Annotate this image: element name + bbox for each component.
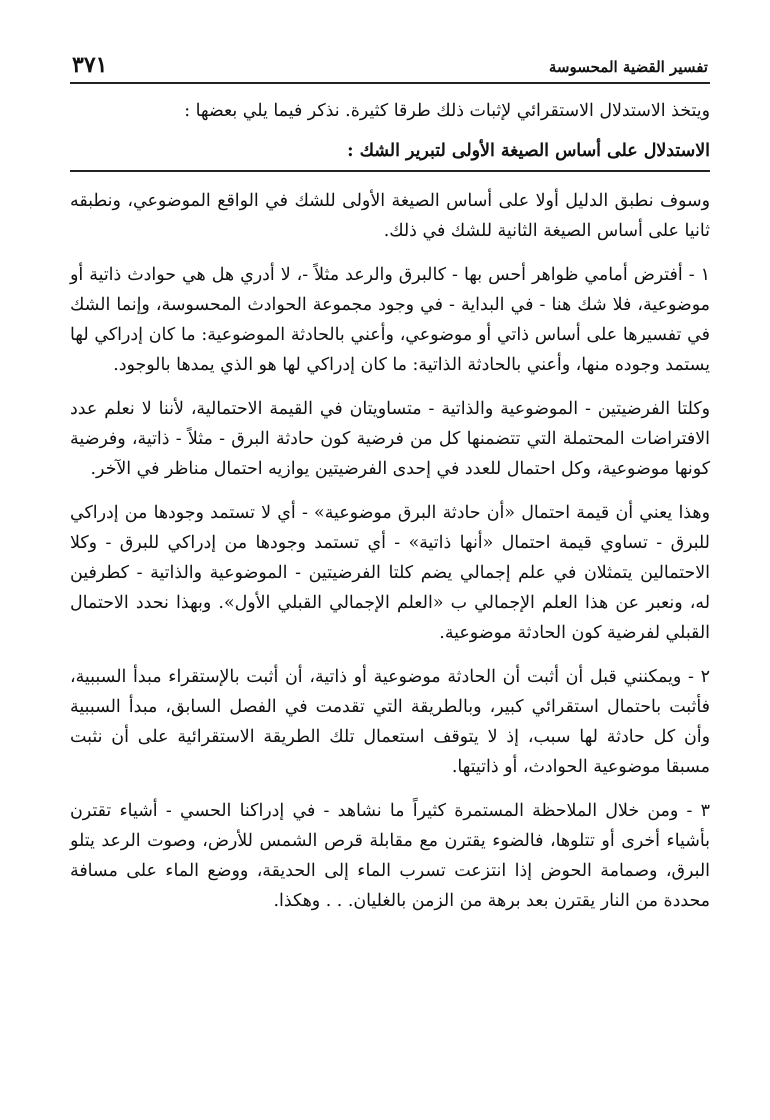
running-title: تفسير القضية المحسوسة — [548, 58, 708, 76]
paragraph-prior-knowledge: وهذا يعني أن قيمة احتمال «أن حادثة البرق موضوعية» - أي لا تستمد وجودها من إدراكي للبرق - تساوي قيمة احتمال «أنها ذاتية» - أي تستمد وجودها من إدراكي للبرق - وكلا الاحتمالين يتمثلان في علم إجمالي يضم كلتا الفرضيتين - الموضوعية والذاتية - كطرفين له، ونعبر عن هذا العلم الإجمالي ب «العلم الإجمالي القبلي الأول». وبهذا نحدد الاحتمال القبلي لفرضية كون الحادثة موضوعية. — [70, 503, 710, 643]
paragraph-point-1: ١ - أفترض أمامي ظواهر أحس بها - كالبرق والرعد مثلاً -، لا أدري هل هي حوادث ذاتية أو موضوعية، فلا شك هنا - في البداية - في وجود مجموعة الحوادث المحسوسة، وإنما الشك في تفسيرها على أساس ذاتي أو موضوعي، وأعني بالحادثة الموضوعية: ما كان إدراكي لها يستمد وجوده منها، وأعني بالحادثة الذاتية: ما كان إدراكي لها هو الذي يمدها بالوجود. — [70, 265, 710, 375]
section-heading: الاستدلال على أساس الصيغة الأولى لتبرير الشك : — [70, 136, 710, 172]
paragraph-point-2: ٢ - ويمكنني قبل أن أثبت أن الحادثة موضوعية أو ذاتية، أن أثبت بالإستقراء مبدأ السببية، فأثبت باحتمال استقرائي كبير، وبالطريقة التي تقدمت في الفصل السابق، مبدأ السببية وأن كل حادثة لها سبب، إذ لا يتوقف استعمال تلك الطريقة الاستقرائية على أن نثبت مسبقا موضوعية الحوادث، أو ذاتيتها. — [70, 667, 710, 777]
page-header — [70, 52, 710, 84]
paragraph-point-3: ٣ - ومن خلال الملاحظة المستمرة كثيراً ما نشاهد - في إدراكنا الحسي - أشياء تقترن بأشياء أخرى أو تتلوها، فالضوء يقترن مع مقابلة قرص الشمس للأرض، وصوت الرعد يتلو البرق، وصمامة الحوض إذا انتزعت تسرب الماء إلى الحديقة، ووضع الماء على مسافة محددة من النار يقترن بعد برهة من الزمن بالغليان. . . وهكذا. — [70, 801, 710, 911]
book-page — [70, 52, 710, 1102]
paragraph-equal-probability: وكلتا الفرضيتين - الموضوعية والذاتية - متساويتان في القيمة الاحتمالية، لأننا لا نعلم عدد الافتراضات المحتملة التي تتضمنها كل من فرضية كون حادثة البرق - مثلاً - ذاتية، وفرضية كونها موضوعية، وكل احتمال للعدد في إحدى الفرضيتين يوازيه احتمال مناظر في الآخر. — [70, 399, 710, 479]
intro-paragraph: ويتخذ الاستدلال الاستقرائي لإثبات ذلك طرقا كثيرة. نذكر فيما يلي بعضها : — [184, 101, 710, 121]
paragraph-application: وسوف نطبق الدليل أولا على أساس الصيغة الأولى للشك في الواقع الموضوعي، ونطبقه ثانيا على أساس الصيغة الثانية للشك في ذلك. — [70, 191, 710, 241]
page-number: ٣٧١ — [72, 52, 108, 78]
